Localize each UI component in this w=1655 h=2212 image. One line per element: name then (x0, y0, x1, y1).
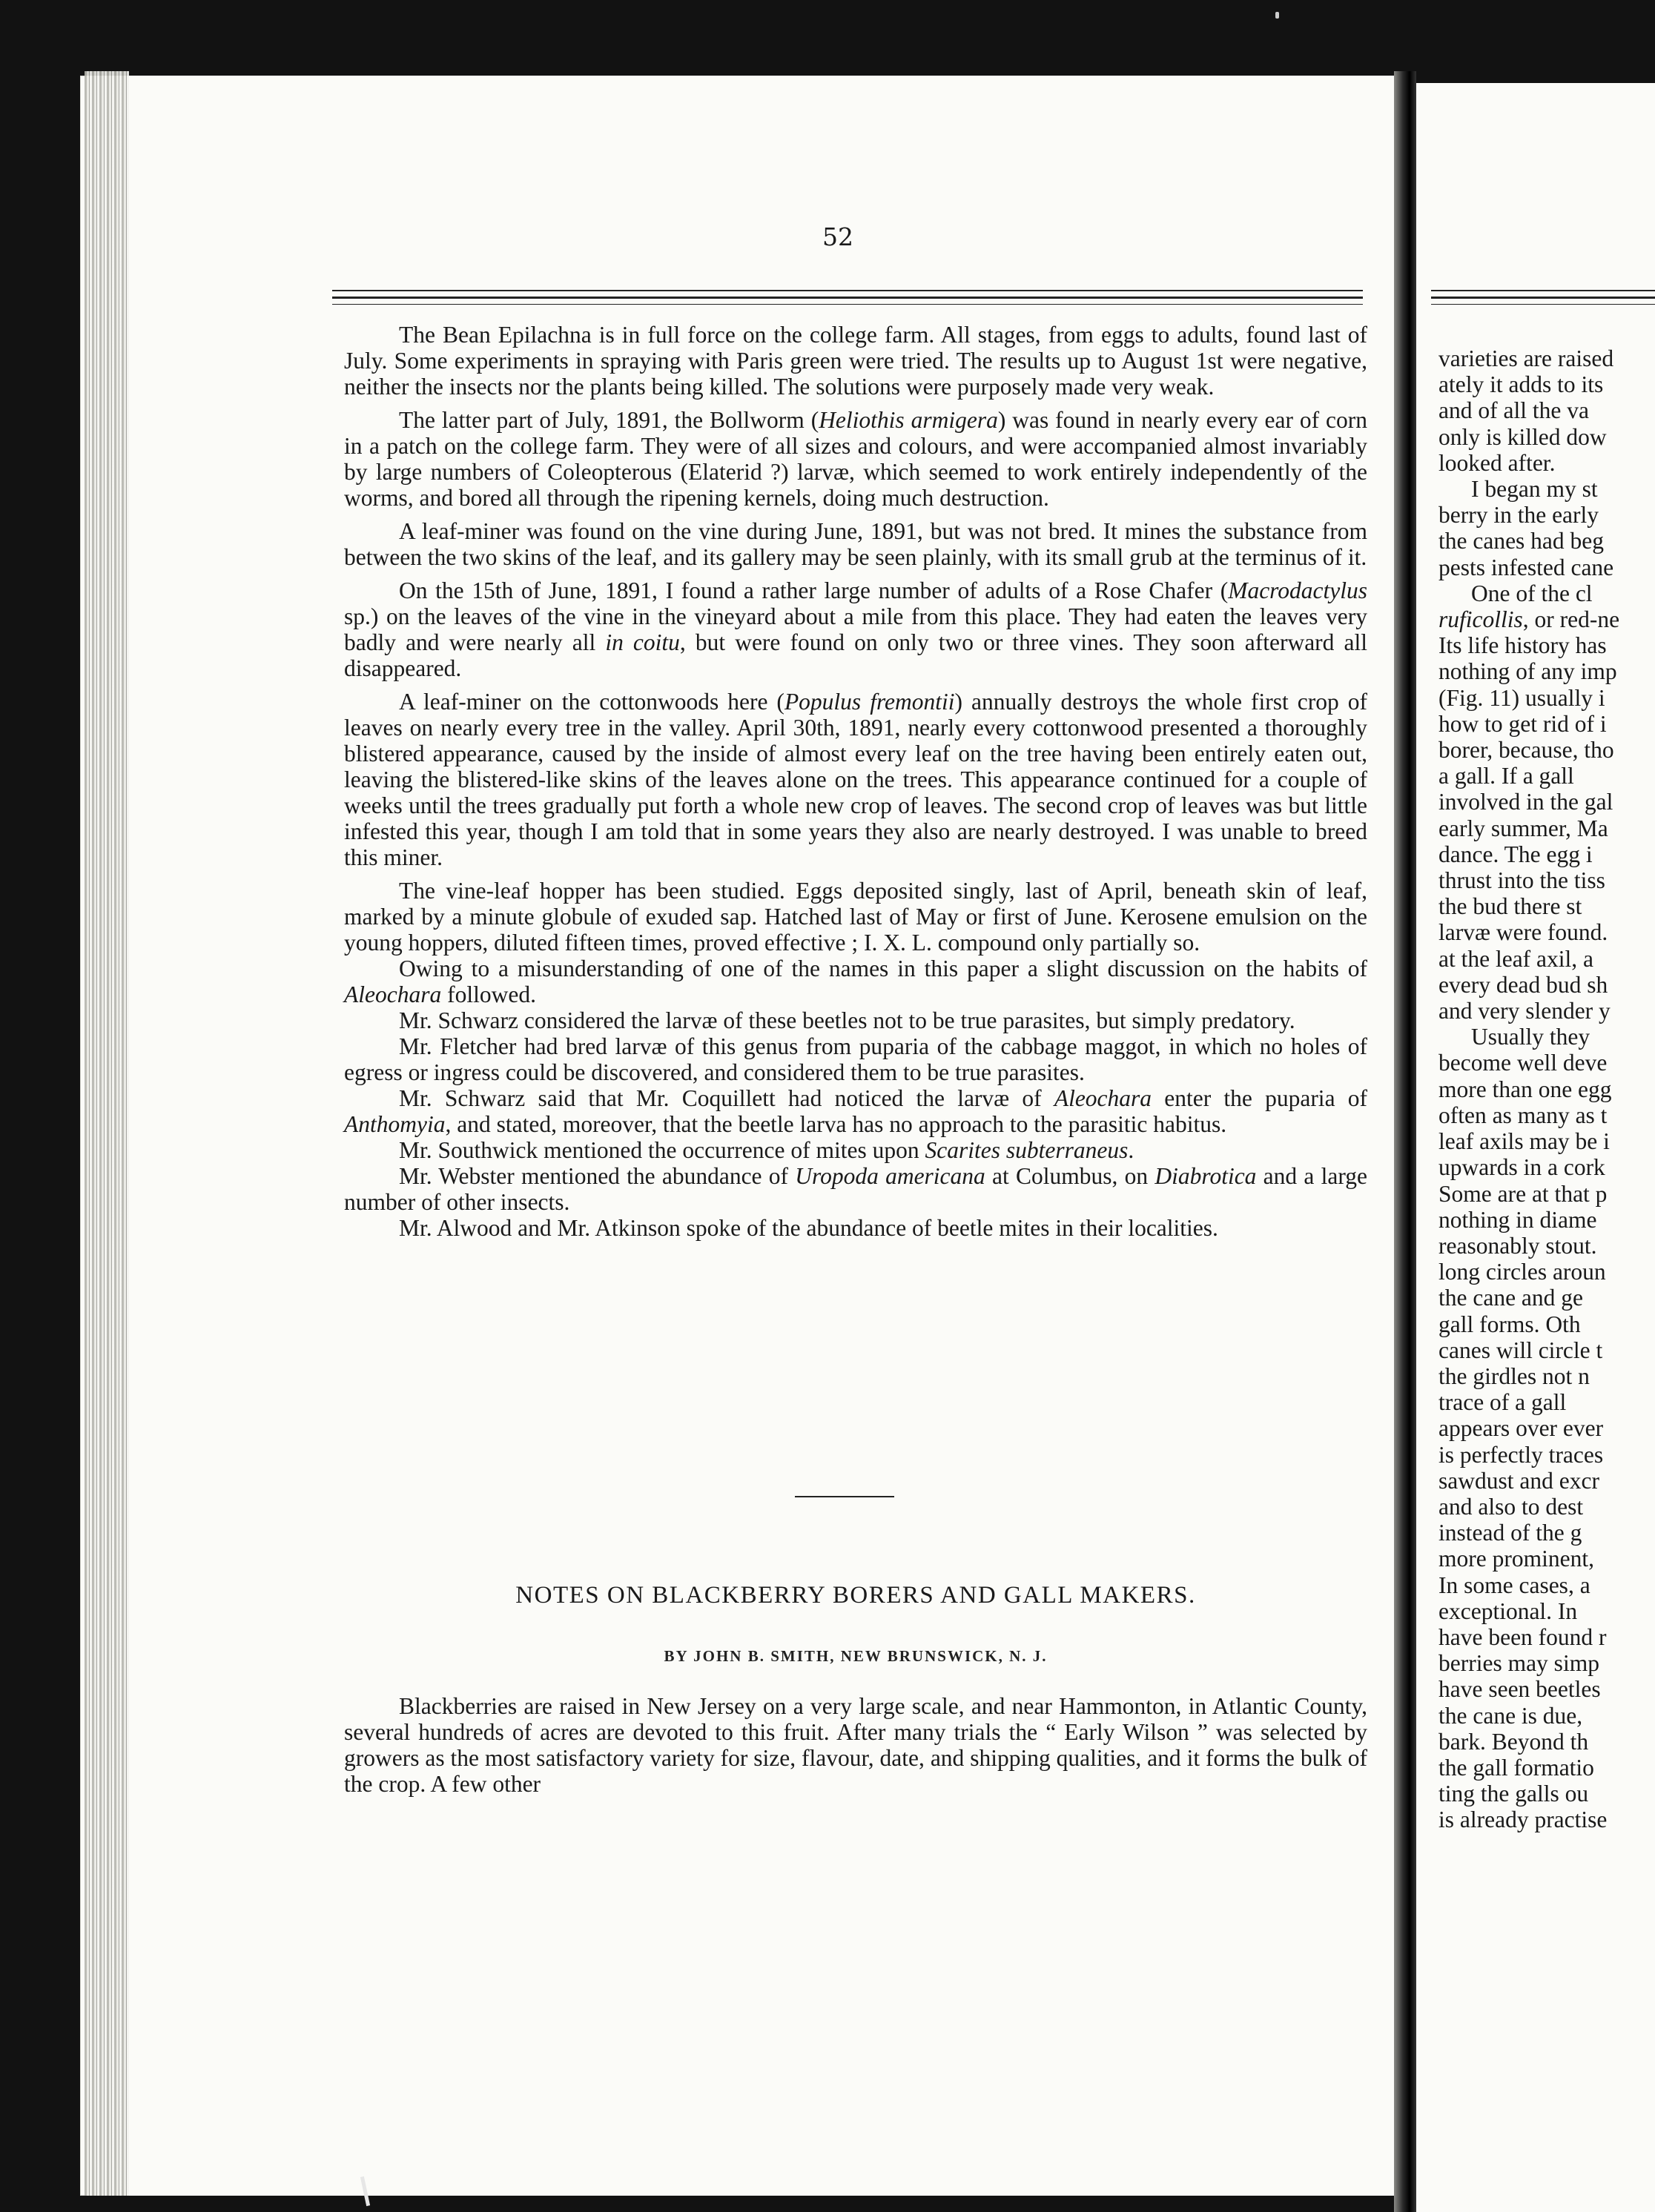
text-line (1438, 554, 1655, 580)
text-run: more prominent, (1438, 1546, 1594, 1572)
paragraph (344, 1007, 1367, 1033)
text-run: have been found r (1438, 1623, 1607, 1650)
text-line (1438, 1076, 1655, 1102)
right-header-rule-thin (1431, 304, 1655, 305)
text-run: gall forms. Oth (1438, 1311, 1581, 1337)
text-run: One of the cl (1471, 580, 1593, 606)
text-line (1438, 1520, 1655, 1546)
text-run: The vine-leaf hopper has been studied. Eggs deposited singly, last of April, beneath skin of leaf, marked by a minute globule of exuded sap. Hatched last of May or first of June. Kerosene emulsion on the young hoppers, diluted fifteen times, proved effective ; I. X. L. compound only partially so. (344, 878, 1367, 956)
text-run: and a large number of other insects. (344, 1163, 1367, 1215)
text-run: enter the puparia of (1152, 1085, 1367, 1111)
text-line (1438, 658, 1655, 684)
text-run: become well deve (1438, 1050, 1608, 1076)
text-run: A leaf-miner was found on the vine during June, 1891, but was not bred. It mines the substance from between the two skins of the leaf, and its gallery may be seen plainly, with its small grub at the terminus of it. (344, 518, 1367, 570)
italic-term: Uropoda americana (795, 1163, 985, 1189)
text-run: the bud there st (1438, 893, 1582, 920)
paragraph (344, 407, 1367, 511)
header-rule-thin (332, 304, 1363, 305)
section-paragraph: Blackberries are raised in New Jersey on a very large scale, and near Hammonton, in Atlantic County, several hundreds of acres are devoted to this fruit. After many trials the “ Early Wilson ” was selected by growers as the most satisfactory variety for size, flavour, date, and shipping qualities, and it forms the bulk of the crop. A few other (344, 1693, 1367, 1797)
text-run: Its life history has (1438, 632, 1607, 659)
italic-term: Scarites subterraneus (925, 1137, 1129, 1163)
right-header-rule-top (1431, 290, 1655, 291)
text-line (1438, 424, 1655, 450)
paragraph (344, 577, 1367, 681)
text-run: Mr. Webster mentioned the abundance of (399, 1163, 796, 1189)
text-line (1438, 1442, 1655, 1468)
header-rule-top (332, 290, 1363, 291)
paragraph (344, 1163, 1367, 1215)
text-line (1438, 685, 1655, 711)
text-run: On the 15th of June, 1891, I found a rather large number of adults of a Rose Chafer ( (399, 577, 1229, 603)
paragraph (344, 1033, 1367, 1085)
right-page (1416, 83, 1655, 2212)
text-line (1438, 1624, 1655, 1650)
text-run: and of all the va (1438, 397, 1589, 424)
paragraph (344, 518, 1367, 570)
text-line (1438, 1755, 1655, 1781)
text-line (1438, 919, 1655, 945)
text-line (1438, 1337, 1655, 1363)
text-run: the girdles not n (1438, 1362, 1590, 1389)
text-line (1438, 841, 1655, 867)
paragraph (344, 1085, 1367, 1137)
text-run: , or red-ne (1522, 606, 1620, 633)
text-line (1438, 1703, 1655, 1729)
text-line (1438, 711, 1655, 737)
italic-term: Macrodactylus (1228, 577, 1367, 603)
text-run: Mr. Fletcher had bred larvæ of this genus from puparia of the cabbage maggot, in which no holes of egress or ingress could be discovered, and considered them to be true parasites. (344, 1033, 1367, 1085)
text-run: involved in the gal (1438, 789, 1613, 815)
text-run: borer, because, tho (1438, 737, 1614, 764)
text-run: a gall. If a gall (1438, 763, 1574, 789)
text-run: Mr. Southwick mentioned the occurrence of mites upon (399, 1137, 925, 1163)
text-run: , but were found on only two or three vines. They soon afterward all disappeared. (344, 629, 1367, 681)
text-run: the cane and ge (1438, 1285, 1584, 1311)
section-divider (795, 1496, 894, 1497)
text-run: In some cases, a (1438, 1572, 1590, 1598)
text-run: looked after. (1438, 449, 1556, 476)
text-run: thrust into the tiss (1438, 867, 1605, 894)
text-line (1438, 1807, 1655, 1832)
text-line (1438, 815, 1655, 841)
text-run: dance. The egg i (1438, 841, 1593, 867)
text-run: how to get rid of i (1438, 710, 1607, 737)
text-line (1438, 789, 1655, 815)
text-line (1438, 1781, 1655, 1807)
page-edge-stack (85, 71, 129, 2196)
text-run: (Fig. 11) usually i (1438, 684, 1605, 711)
text-run: nothing of any imp (1438, 658, 1617, 685)
text-run: is perfectly traces (1438, 1441, 1604, 1468)
text-run: Usually they (1471, 1024, 1590, 1050)
text-run: larvæ were found. (1438, 919, 1608, 946)
scan-speck (1275, 12, 1279, 19)
text-run: . (1128, 1137, 1134, 1163)
italic-term: ruficollis (1438, 606, 1523, 633)
text-run: leaf axils may be i (1438, 1128, 1610, 1155)
text-line (1438, 1415, 1655, 1441)
text-line (1438, 1207, 1655, 1233)
text-run: every dead bud sh (1438, 971, 1608, 998)
text-line (1438, 476, 1655, 502)
text-run: and very slender y (1438, 998, 1611, 1024)
text-run: The Bean Epilachna is in full force on the college farm. All stages, from eggs to adults, found last of July. Some experiments in spraying with Paris green were tried. The results up to August 1st were negative, neither the insects nor the plants being killed. The solutions were purposely made very weak. (344, 322, 1367, 400)
text-line (1438, 972, 1655, 998)
text-run: Some are at that p (1438, 1180, 1608, 1207)
text-run: more than one egg (1438, 1076, 1612, 1102)
text-run: berry in the early (1438, 502, 1599, 529)
section-title: NOTES ON BLACKBERRY BORERS AND GALL MAKERS. (515, 1582, 1196, 1609)
text-line (1438, 1128, 1655, 1154)
text-run: at the leaf axil, a (1438, 945, 1594, 972)
text-run: upwards in a cork (1438, 1154, 1605, 1181)
text-line (1438, 1468, 1655, 1494)
text-line (1438, 1546, 1655, 1572)
text-run: ting the galls ou (1438, 1781, 1589, 1807)
text-run: early summer, Ma (1438, 815, 1608, 841)
text-line (1438, 580, 1655, 606)
text-run: is already practise (1438, 1807, 1608, 1833)
italic-term: Aleochara (1054, 1085, 1152, 1111)
text-run: appears over ever (1438, 1415, 1604, 1442)
text-line (1438, 1233, 1655, 1259)
text-run: varieties are raised (1438, 345, 1614, 371)
text-run: canes will circle t (1438, 1337, 1603, 1363)
text-line (1438, 1363, 1655, 1389)
paragraph (344, 689, 1367, 870)
paragraph (344, 956, 1367, 1007)
text-run: only is killed dow (1438, 423, 1607, 450)
text-line (1438, 397, 1655, 423)
text-run: I began my st (1471, 476, 1598, 503)
text-line (1438, 1259, 1655, 1285)
text-line (1438, 1650, 1655, 1676)
paragraph (344, 878, 1367, 956)
text-line (1438, 763, 1655, 789)
text-line (1438, 528, 1655, 554)
text-line (1438, 1285, 1655, 1311)
text-line (1438, 606, 1655, 632)
text-line (1438, 1050, 1655, 1076)
text-line (1438, 1311, 1655, 1337)
italic-term: Populus fremontii (784, 689, 955, 715)
text-line (1438, 1154, 1655, 1180)
text-run: berries may simp (1438, 1650, 1599, 1677)
body-text (344, 322, 1367, 1241)
book-gutter (1394, 71, 1416, 2212)
text-run: the cane is due, (1438, 1702, 1583, 1729)
text-line (1438, 1676, 1655, 1702)
text-run: trace of a gall (1438, 1389, 1567, 1416)
text-line (1438, 867, 1655, 893)
text-run: , and stated, moreover, that the beetle larva has no approach to the parasitic habitus. (445, 1111, 1227, 1137)
text-run: Mr. Alwood and Mr. Atkinson spoke of the abundance of beetle mites in their localities. (399, 1215, 1218, 1241)
text-run: exceptional. In (1438, 1597, 1578, 1624)
text-run: Owing to a misunderstanding of one of the names in this paper a slight discussion on the habits of (399, 956, 1367, 981)
right-header-rule-bottom (1431, 297, 1655, 299)
paragraph (344, 322, 1367, 400)
text-line (1438, 737, 1655, 763)
text-line (1438, 502, 1655, 528)
text-run: A leaf-miner on the cottonwoods here ( (399, 689, 784, 715)
text-run: have seen beetles (1438, 1676, 1601, 1703)
text-run: bark. Beyond th (1438, 1728, 1589, 1755)
author-byline: BY JOHN B. SMITH, NEW BRUNSWICK, N. J. (664, 1647, 1048, 1665)
page-number: 52 (822, 222, 853, 251)
text-run: ately it adds to its (1438, 371, 1604, 398)
text-line (1438, 998, 1655, 1024)
text-run: long circles aroun (1438, 1259, 1606, 1285)
text-line (1438, 1024, 1655, 1050)
text-run: nothing in diame (1438, 1206, 1597, 1233)
text-run: and also to dest (1438, 1493, 1584, 1520)
text-line (1438, 1598, 1655, 1624)
right-page-text (1438, 345, 1655, 1833)
text-run: sawdust and excr (1438, 1467, 1599, 1494)
text-run: Mr. Schwarz considered the larvæ of these beetles not to be true parasites, but simply predatory. (399, 1007, 1295, 1033)
text-line (1438, 1389, 1655, 1415)
text-run: pests infested cane (1438, 554, 1614, 580)
text-line (1438, 632, 1655, 658)
italic-term: Diabrotica (1154, 1163, 1257, 1189)
text-line (1438, 1494, 1655, 1520)
text-run: the gall formatio (1438, 1754, 1594, 1781)
text-run: instead of the g (1438, 1520, 1582, 1546)
text-line (1438, 1102, 1655, 1128)
text-line (1438, 345, 1655, 371)
text-line (1438, 450, 1655, 476)
text-line (1438, 1729, 1655, 1755)
text-run: the canes had beg (1438, 528, 1605, 554)
text-run: sp.) on the leaves of the vine in the vineyard about a mile from this place. They had eaten the leaves very badly and were nearly all (344, 603, 1367, 655)
text-run: reasonably stout. (1438, 1232, 1597, 1259)
text-line (1438, 1181, 1655, 1207)
header-rule-bottom (332, 297, 1363, 299)
text-line (1438, 946, 1655, 972)
text-run: ) annually destroys the whole first crop of leaves on nearly every tree in the valley. April 30th, 1891, nearly every cottonwood presented a thoroughly blistered appearance, caused by the inside of almost every leaf on the tree having been entirely eaten out, leaving the blistered-like skins of the leaves alone on the trees. This appearance continued for a couple of weeks until the trees gradually put forth a whole new crop of leaves. The second crop of leaves was but little infested this year, though I am told that in some years they also are nearly destroyed. I was unable to breed this miner. (344, 689, 1367, 870)
italic-term: in coitu (605, 629, 680, 655)
text-run: often as many as t (1438, 1102, 1608, 1128)
paragraph (344, 1137, 1367, 1163)
text-line (1438, 1572, 1655, 1598)
italic-term: Heliothis armigera (819, 407, 998, 433)
text-run: ) was found in nearly every ear of corn in a patch on the college farm. They were of all sizes and colours, and were accompanied almost invariably by large numbers of Coleopterous (Elaterid ?) larvæ, which seemed to work entirely independently of the worms, and bored all through the ripening kernels, doing much destruction. (344, 407, 1367, 511)
text-run: Mr. Schwarz said that Mr. Coquillett had noticed the larvæ of (399, 1085, 1054, 1111)
text-run: at Columbus, on (985, 1163, 1155, 1189)
text-run: followed. (441, 981, 536, 1007)
italic-term: Anthomyia (344, 1111, 446, 1137)
text-line (1438, 371, 1655, 397)
text-run: The latter part of July, 1891, the Bollworm ( (399, 407, 819, 433)
text-line (1438, 893, 1655, 919)
paragraph (344, 1215, 1367, 1241)
italic-term: Aleochara (344, 981, 442, 1007)
